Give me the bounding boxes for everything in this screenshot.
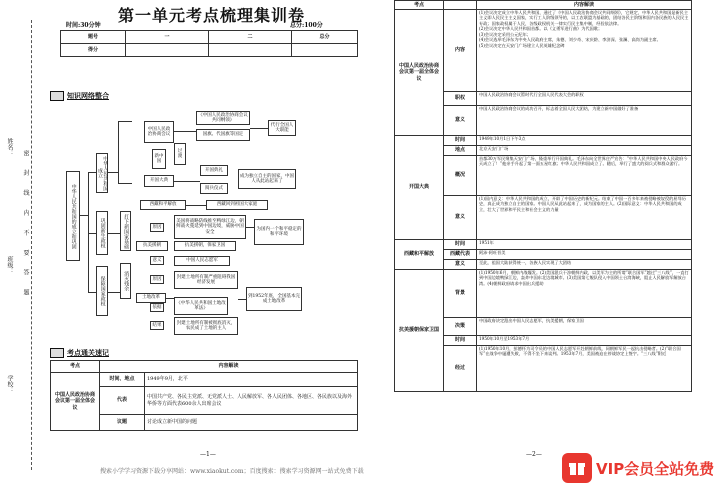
net-consolidate: 巩固新生政权 [96, 211, 108, 255]
right-kangmei-bg-label: 背景 [444, 270, 477, 318]
left-row1-v: 1949年9月，北平 [145, 373, 358, 387]
right-cppcc-sig-label: 意义 [444, 106, 477, 136]
book-icon [50, 91, 64, 101]
left-row2-k: 代表 [100, 387, 145, 415]
net-km-reason-text: 美国将战略防线推至鸭绿江边，朝鲜战火蔓延到中国边境，威胁中国安全 [174, 215, 246, 239]
score-cell-1[interactable] [126, 44, 209, 57]
side-label-name: 姓名： [6, 138, 13, 156]
net-root: 中华人民共和国的成立和巩固 [66, 171, 80, 261]
net-kaiguo-note: 成为独立自主的国家，中国人从此站起来了 [238, 169, 296, 189]
net-xinzhongguo: 新中国 [152, 149, 166, 169]
net-kangmei: 抗美援朝 [136, 241, 168, 251]
net-td-basis: 依据 [150, 303, 164, 312]
right-cppcc-content-label: 内容 [444, 10, 477, 92]
page-number-right: —2— [526, 451, 542, 458]
right-kangmei-bg: (1)1950年6月，朝鲜内战爆发。(2)美国派兵干涉朝鲜内政，以美军为主的所谓“联合国军”越过“三八线”，一直打到中国边境鸭绿江边，轰炸中国东北边境城市。(3)美国第七舰队侵入中国领土台湾海峡，阻止人民解放军解放台湾。(4)朝鲜政府请求中国出兵援助 [477, 270, 692, 318]
right-cppcc-role-label: 职权 [444, 92, 477, 106]
score-table-r1: 得分 [61, 44, 126, 57]
right-kaiguo-yi: (1)国内意义：中华人民共和国的成立，开辟了中国历史的新纪元。结束了中国一百多年来被侵略被奴役的屈辱历史，真正成为独立自主的国家。中国人民从此站起来了，成为国家的主人。(2)国际意义：中华人民共和国的成立，壮大了世界和平民主和社会主义的力量 [477, 196, 692, 240]
net-cppcc: 中国人民政治协商会议 [144, 121, 174, 143]
net-km-result-text: 为国内一个和平稳定的和平环境 [254, 219, 304, 245]
net-sub-xiaomie: 消灭残余 [120, 263, 131, 299]
right-h2 [444, 1, 477, 10]
net-tudi: 土地改革 [136, 293, 166, 303]
right-h3: 内容解读 [477, 1, 692, 10]
vip-badge[interactable] [562, 449, 726, 487]
right-xizang-time: 1951年 [477, 240, 692, 250]
score-table [60, 30, 358, 57]
score-table-h1: 题号 [61, 31, 126, 44]
right-xizang-leader-label: 西藏代表 [444, 250, 477, 260]
net-guodu: 过渡 [174, 143, 186, 165]
net-tibet-note: 西藏回到祖国大家庭 [206, 200, 268, 210]
right-xizang-leader: 阿沛·阿旺晋美 [477, 250, 692, 260]
net-cppcc-note: 代行全国人大职能 [268, 120, 296, 136]
right-xizang-sig-label: 意义 [444, 260, 477, 270]
left-table-topic: 中国人民政治协商会议第一届全体会议 [51, 373, 100, 431]
seal-line [31, 20, 32, 470]
score-label: 总分:100分 [290, 22, 323, 29]
right-kaiguo-gai-label: 概况 [444, 156, 477, 196]
right-cppcc-sig: 中国人民政治协商会议的成功召开，标志着全国人民大团结，为建立新中国做好了准备 [477, 106, 692, 136]
score-cell-total[interactable] [292, 44, 358, 57]
right-h1: 考点 [395, 1, 444, 10]
right-kangmei-time-label: 时间 [444, 336, 477, 346]
right-xizang-time-label: 时间 [444, 240, 477, 250]
left-row2-v: 中国共产党、各民主党派、无党派人士、人民解放军、各人民团体、各地区、各民族以及海外华侨等方面代表600余人出席会议 [145, 387, 358, 415]
right-kangmei-dec: 中国政府决定派出中国人民志愿军，抗美援朝，保家卫国 [477, 318, 692, 336]
book-icon-2 [50, 348, 64, 358]
vip-gift-icon [562, 453, 592, 483]
net-td-reason: 原因 [150, 275, 164, 284]
right-cppcc-topic: 中国人民政治协商会议第一届全体会议 [395, 10, 444, 136]
net-km-reason: 原因 [150, 223, 164, 232]
time-label: 时间:30分钟 [66, 22, 101, 29]
left-table-h2: 内容解读 [100, 361, 358, 373]
net-cppcc-doc: 《中国人民政治协商会议共同纲领》 [196, 111, 250, 125]
net-km-sig-text: 中国人民志愿军 [174, 256, 230, 266]
net-found: 中华人民共和国成立 [96, 153, 108, 193]
vip-text: VIP会员全站免费 [596, 459, 715, 478]
side-label-class: 班级： [6, 256, 13, 274]
right-kangmei-proc: (1)1950年10月，彭德怀为司令员的中国人民志愿军开赴朝鲜前线，同朝鲜军民一起抗击侵略者。(2)“联合国军”在战争中屡遭失败，不得不坐下来谈判。1953年7月，美国被迫在停战协定上签字。“三八线”附近 [477, 346, 692, 392]
section2-heading: 考点通关速记 [50, 348, 109, 358]
left-table-h1: 考点 [51, 361, 100, 373]
net-kaiguo-a: 开国典礼 [200, 165, 228, 176]
left-row3-v: 讨论成立新中国的问题 [145, 415, 358, 431]
knowledge-network [40, 103, 360, 343]
left-table [50, 360, 358, 431]
right-kaiguo-gai: 首都30万军民聚集天安门广场，隆重举行开国典礼。毛泽东向全世界庄严宣告：“中华人民共和国中央人民政府今天成立了！”他亲手升起了第一面五星红旗；中华人民共和国成立了。随后，举行了盛大的阅兵式和群众游行。 [477, 156, 692, 196]
section1-heading: 知识网络整合 [50, 91, 109, 101]
net-tibet: 西藏和平解放 [140, 200, 186, 210]
net-km-sig: 意义 [150, 256, 164, 265]
net-td-result-text: 封建土地所有制被彻底消灭，农民成了土地的主人 [174, 317, 238, 335]
right-kaiguo-time: 1949年10月1日下午3点 [477, 136, 692, 146]
net-td-basis-text: 《中华人民共和国土地改革法》 [174, 297, 228, 315]
side-label-school: 学校： [6, 375, 13, 393]
right-kaiguo-place-label: 地点 [444, 146, 477, 156]
right-xizang-sig: 至此，祖国大陆获得统一，各族人民实现了大团结 [477, 260, 692, 270]
left-row1-k: 时间、地点 [100, 373, 145, 387]
left-row3-k: 议题 [100, 415, 145, 431]
net-decisions: 国旗、代国旗等国定 [196, 129, 250, 141]
page-title: 第一单元考点梳理集训卷 [118, 6, 306, 25]
net-sub-dacheng: 打下新国家基础 [120, 211, 131, 251]
watermark-text: 搜索小学学习资源下载分享网站：www.xiaokut.com；百度搜索：搜索学习资源网一站式免费下载 [100, 468, 364, 475]
net-td-note: 到1952年底，全国基本完成土地改革 [246, 287, 302, 311]
score-table-h2: 一 [126, 31, 209, 44]
right-table [394, 0, 692, 392]
net-kaiguo: 开国大典 [144, 175, 174, 187]
right-kangmei-proc-label: 经过 [444, 346, 477, 392]
right-cppcc-content: (1)会议决定成立中华人民共和国，通过了《中国人民政治协商会议共同纲领》，它规定，中华人民共和国是新民主主义即人民民主主义国家，实行工人阶级领导的，以工农联盟为基础的，团结各民主阶级和国内各民族的人民民主专政；国家政权属于人民，各级政权机关一律实行民主集中制，经验依法律。 (2)会议决定中华人民共和国首都。以《义勇军进行曲》为代国歌； (3)会议决定采用公元纪年； (4)会议选举毛泽东为中央人民政府主席，朱德、刘少奇、宋庆龄、李济深、张澜、高岗为副主席。 (5)会议决定在天安门广场建立人民英雄纪念碑 [477, 10, 692, 92]
net-km-hero-text: 抗美援朝，保家卫国 [174, 241, 236, 251]
right-kangmei-time: 1950年10月至1953年7月 [477, 336, 692, 346]
right-kaiguo-time-label: 时间 [444, 136, 477, 146]
score-table-h3: 二 [209, 31, 292, 44]
right-kaiguo-topic: 开国大典 [395, 136, 444, 240]
right-kaiguo-place: 北京天安门广场 [477, 146, 692, 156]
right-kaiguo-yi-label: 意义 [444, 196, 477, 240]
right-kangmei-dec-label: 决策 [444, 318, 477, 336]
score-table-h4: 总分 [292, 31, 358, 44]
right-xizang-topic: 西藏和平解放 [395, 240, 444, 270]
net-td-reason-text: 封建土地所有制严重阻碍我国经济发展 [174, 271, 238, 289]
net-kaiguo-b: 阅兵仪式 [200, 183, 228, 194]
page-number-left: —1— [200, 451, 216, 458]
net-ensure: 保障国家政权 [96, 266, 108, 316]
right-cppcc-role: 中国人民政治协商会议暂时代行全国人民代表大会的职权 [477, 92, 692, 106]
right-kangmei-topic: 抗美援朝保家卫国 [395, 270, 444, 392]
score-cell-2[interactable] [209, 44, 292, 57]
net-td-result: 结果 [150, 321, 164, 330]
seal-line-text: 密 封 线 内 不 要 答 题 [22, 150, 29, 302]
